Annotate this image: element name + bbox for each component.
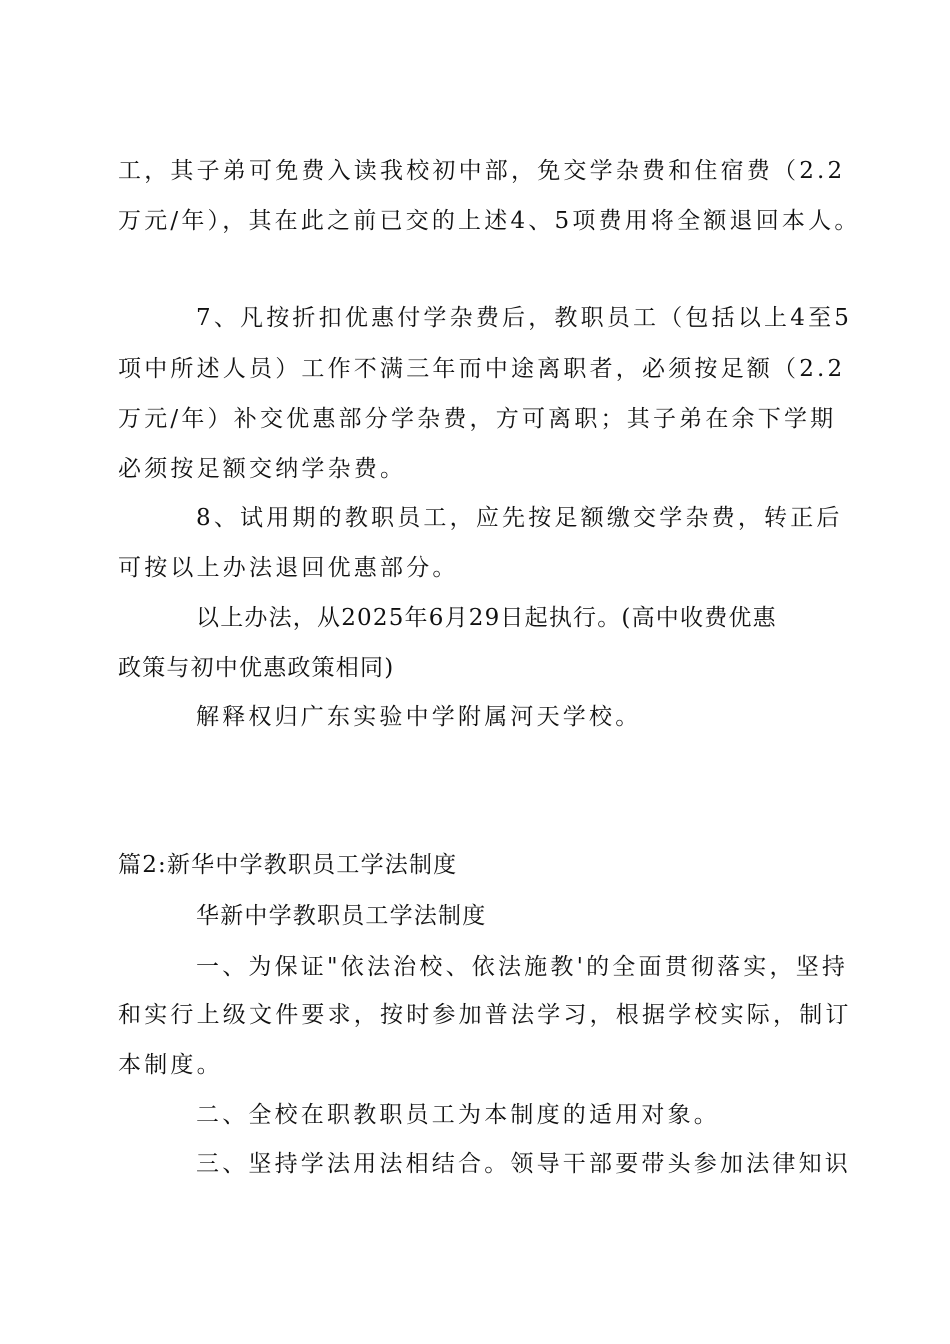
paragraph-line: 可按以上办法退回优惠部分。 [118, 555, 459, 581]
paragraph-line: 万元/年），其在此之前已交的上述4、5项费用将全额退回本人。 [118, 208, 861, 234]
paragraph-line: 以上办法，从2025年6月29日起执行。(高中收费优惠 [196, 605, 777, 631]
paragraph-line: 项中所述人员）工作不满三年而中途离职者，必须按足额（2.2 [118, 356, 846, 382]
paragraph-line: 本制度。 [118, 1052, 223, 1078]
paragraph-line: 必须按足额交纳学杂费。 [118, 456, 407, 482]
paragraph-line: 一、为保证"依法治校、依法施教'的全面贯彻落实，坚持 [196, 954, 849, 980]
section-title: 篇2:新华中学教职员工学法制度 [118, 852, 458, 878]
paragraph-line: 政策与初中优惠政策相同) [118, 655, 395, 681]
paragraph-line: 工，其子弟可免费入读我校初中部，免交学杂费和住宿费（2.2 [118, 158, 846, 184]
paragraph-line: 8、试用期的教职员工，应先按足额缴交学杂费，转正后 [196, 505, 843, 531]
paragraph-line: 万元/年）补交优惠部分学杂费，方可离职；其子弟在余下学期 [118, 406, 837, 432]
document-heading: 华新中学教职员工学法制度 [196, 903, 487, 929]
paragraph-line: 7、凡按折扣优惠付学杂费后，教职员工（包括以上4至5 [196, 305, 853, 331]
paragraph-line: 三、坚持学法用法相结合。领导干部要带头参加法律知识 [196, 1151, 851, 1177]
paragraph-line: 解释权归广东实验中学附属河天学校。 [196, 704, 642, 730]
paragraph-line: 二、全校在职教职员工为本制度的适用对象。 [196, 1102, 720, 1128]
paragraph-line: 和实行上级文件要求，按时参加普法学习，根据学校实际，制订 [118, 1002, 852, 1028]
